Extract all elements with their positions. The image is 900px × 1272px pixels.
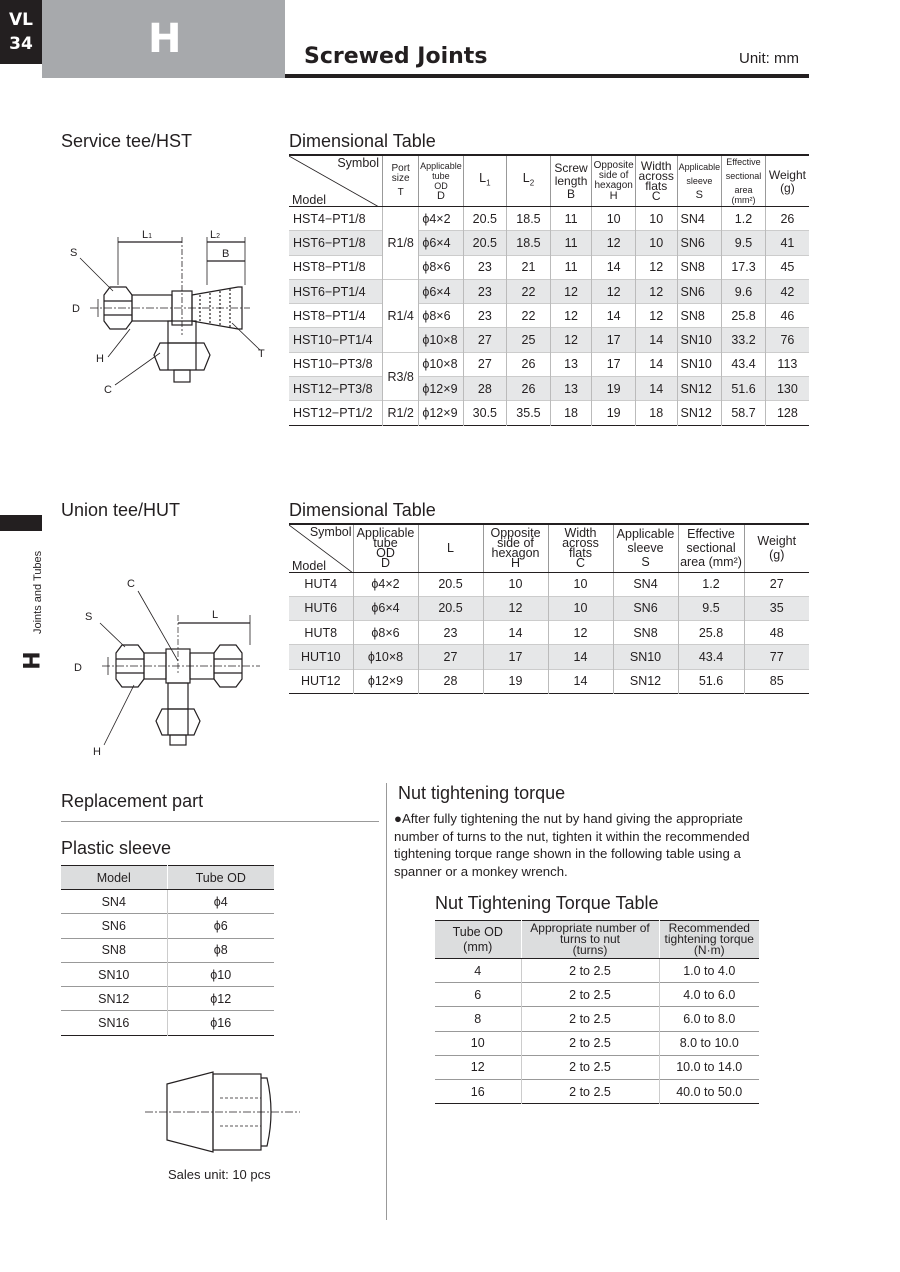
hst-th-screw-length: Screw length B <box>550 155 592 207</box>
table-row: SN6 ϕ6 <box>61 914 274 938</box>
hst-label-s: S <box>70 247 78 259</box>
hut-dimensional-table <box>289 523 809 694</box>
hst-nut-bottom <box>154 343 210 370</box>
hst-label-l2: L2 <box>210 229 221 241</box>
column-divider <box>386 783 387 1220</box>
table-row: SN12 ϕ12 <box>61 987 274 1011</box>
hst-th-weight: Weight (g) <box>765 155 809 207</box>
table-row: HST12−PT3/8 ϕ12×9 28 26 13 19 14 SN12 51.6 130 <box>289 377 809 401</box>
hut-th-area: Effective sectional area (mm²) <box>678 524 744 572</box>
port-size-cell: R1/4 <box>383 279 419 352</box>
torque-table <box>435 920 759 1104</box>
hst-th-width-across: Width across flats C <box>635 155 677 207</box>
sleeve-th-model: Model <box>61 866 167 890</box>
hst-drawing <box>60 225 280 405</box>
hst-th-l2: $L_2$ <box>507 155 551 207</box>
side-tab-bar <box>0 515 42 531</box>
hut-corner-header: Symbol Model <box>289 524 353 572</box>
hut-label-s: S <box>85 611 93 623</box>
hut-label-h: H <box>93 746 101 758</box>
torque-th-turns: Appropriate number of turns to nut (turns) <box>521 921 659 959</box>
hut-th-tube-od: Applicable tube OD D <box>353 524 418 572</box>
hut-th-width-across: Width across flats C <box>548 524 613 572</box>
table-row: SN8 ϕ8 <box>61 938 274 962</box>
hut-label-l: L <box>212 609 219 621</box>
table-row: HUT10 ϕ10×8 27 17 14 SN10 43.4 77 <box>289 645 809 669</box>
table-row: SN4 ϕ4 <box>61 890 274 914</box>
hst-title: Service tee/HST <box>61 131 193 151</box>
sleeve-th-tube-od: Tube OD <box>167 866 274 890</box>
sales-unit-caption: Sales unit: 10 pcs <box>168 1167 271 1182</box>
page-title: Screwed Joints <box>304 44 488 69</box>
table-row: SN10 ϕ10 <box>61 962 274 986</box>
table-row: HUT12 ϕ12×9 28 19 14 SN12 51.6 85 <box>289 669 809 693</box>
page-number: 34 <box>9 34 33 54</box>
table-row: HUT4 ϕ4×2 20.5 10 10 SN4 1.2 27 <box>289 572 809 596</box>
hst-th-opposite-side: Opposite side of hexagon H <box>592 155 636 207</box>
torque-th-torque: Recommended tightening torque (N·m) <box>659 921 759 959</box>
hut-nut-bottom <box>156 709 200 735</box>
replacement-rule <box>61 821 379 822</box>
hst-th-sleeve: Applicable sleeve S <box>677 155 722 207</box>
unit-label: Unit: mm <box>739 50 799 67</box>
hut-th-l: L <box>418 524 483 572</box>
plastic-sleeve-title: Plastic sleeve <box>61 838 172 858</box>
table-row: HST10−PT3/8 R3/8 ϕ10×8 27 26 13 17 14 SN10 43.4 113 <box>289 352 809 376</box>
torque-instructions: ●After fully tightening the nut by hand giving the appropriate number of turns to the nut, tighten it within the recommended tightening torque range shown in the following table using a spanner or a monkey wrench. <box>394 811 750 879</box>
side-tab-letter: H <box>20 651 46 670</box>
hut-th-opposite-side: Opposite side of hexagon H <box>483 524 548 572</box>
hst-corner-header: Symbol Model <box>289 155 383 207</box>
table-row: 16 2 to 2.5 40.0 to 50.0 <box>435 1079 759 1103</box>
title-rule <box>285 74 809 78</box>
hst-label-h: H <box>96 353 104 365</box>
torque-title: Nut tightening torque <box>398 783 566 803</box>
hut-label-d: D <box>74 662 82 674</box>
side-tab-label: Joints and Tubes <box>32 550 44 634</box>
port-size-cell: R1/8 <box>383 207 419 280</box>
hut-th-sleeve: Applicable sleeve S <box>613 524 678 572</box>
hst-th-port-size: Port size T <box>383 155 419 207</box>
table-row: HST6−PT1/8 ϕ6×4 20.5 18.5 11 12 10 SN6 9.5 41 <box>289 231 809 255</box>
table-row: HST8−PT1/4 ϕ8×6 23 22 12 14 12 SN8 25.8 46 <box>289 304 809 328</box>
table-row: 12 2 to 2.5 10.0 to 14.0 <box>435 1055 759 1079</box>
table-row: SN16 ϕ16 <box>61 1011 274 1035</box>
hst-dimensional-table <box>289 154 809 426</box>
hst-table-title: Dimensional Table <box>289 131 436 151</box>
hut-drawing <box>60 575 280 760</box>
hut-table-title: Dimensional Table <box>289 500 436 520</box>
table-row: 4 2 to 2.5 1.0 to 4.0 <box>435 959 759 983</box>
hst-label-c: C <box>104 384 112 396</box>
hst-label-t: T <box>258 348 265 360</box>
port-size-cell: R3/8 <box>383 352 419 401</box>
plastic-sleeve-table <box>61 865 274 1036</box>
table-row: HST6−PT1/4 R1/4 ϕ6×4 23 22 12 12 12 SN6 9.6 42 <box>289 279 809 303</box>
port-size-cell: R1/2 <box>383 401 419 425</box>
table-row: HST4−PT1/8 R1/8 ϕ4×2 20.5 18.5 11 10 10 SN4 1.2 26 <box>289 207 809 231</box>
page-tag <box>0 0 42 64</box>
hst-th-tube-od: Applicable tube OD D <box>419 155 463 207</box>
table-row: 10 2 to 2.5 8.0 to 10.0 <box>435 1031 759 1055</box>
hut-th-weight: Weight (g) <box>744 524 809 572</box>
section-letter: H <box>42 0 285 78</box>
hst-label-l1: L1 <box>142 229 153 241</box>
hut-title: Union tee/HUT <box>61 500 181 520</box>
hut-label-c: C <box>127 578 135 590</box>
hst-th-area: Effective sectional area (mm²) <box>722 155 766 207</box>
table-row: HUT8 ϕ8×6 23 14 12 SN8 25.8 48 <box>289 621 809 645</box>
torque-th-tube-od: Tube OD (mm) <box>435 921 521 959</box>
hst-label-b: B <box>222 248 230 260</box>
table-row: HUT6 ϕ6×4 20.5 12 10 SN6 9.5 35 <box>289 596 809 620</box>
table-row: 8 2 to 2.5 6.0 to 8.0 <box>435 1007 759 1031</box>
page-tag-code: VL <box>9 10 33 30</box>
plastic-sleeve-drawing <box>145 1068 305 1158</box>
table-row: HST12−PT1/2 R1/2 ϕ12×9 30.5 35.5 18 19 18 SN12 58.7 128 <box>289 401 809 425</box>
table-row: HST8−PT1/8 ϕ8×6 23 21 11 14 12 SN8 17.3 45 <box>289 255 809 279</box>
table-row: 6 2 to 2.5 4.0 to 6.0 <box>435 983 759 1007</box>
hst-label-d: D <box>72 303 80 315</box>
replacement-title: Replacement part <box>61 791 204 811</box>
table-row: HST10−PT1/4 ϕ10×8 27 25 12 17 14 SN10 33.2 76 <box>289 328 809 352</box>
torque-table-title: Nut Tightening Torque Table <box>435 893 659 913</box>
hst-th-l1: $L_1$ <box>463 155 507 207</box>
